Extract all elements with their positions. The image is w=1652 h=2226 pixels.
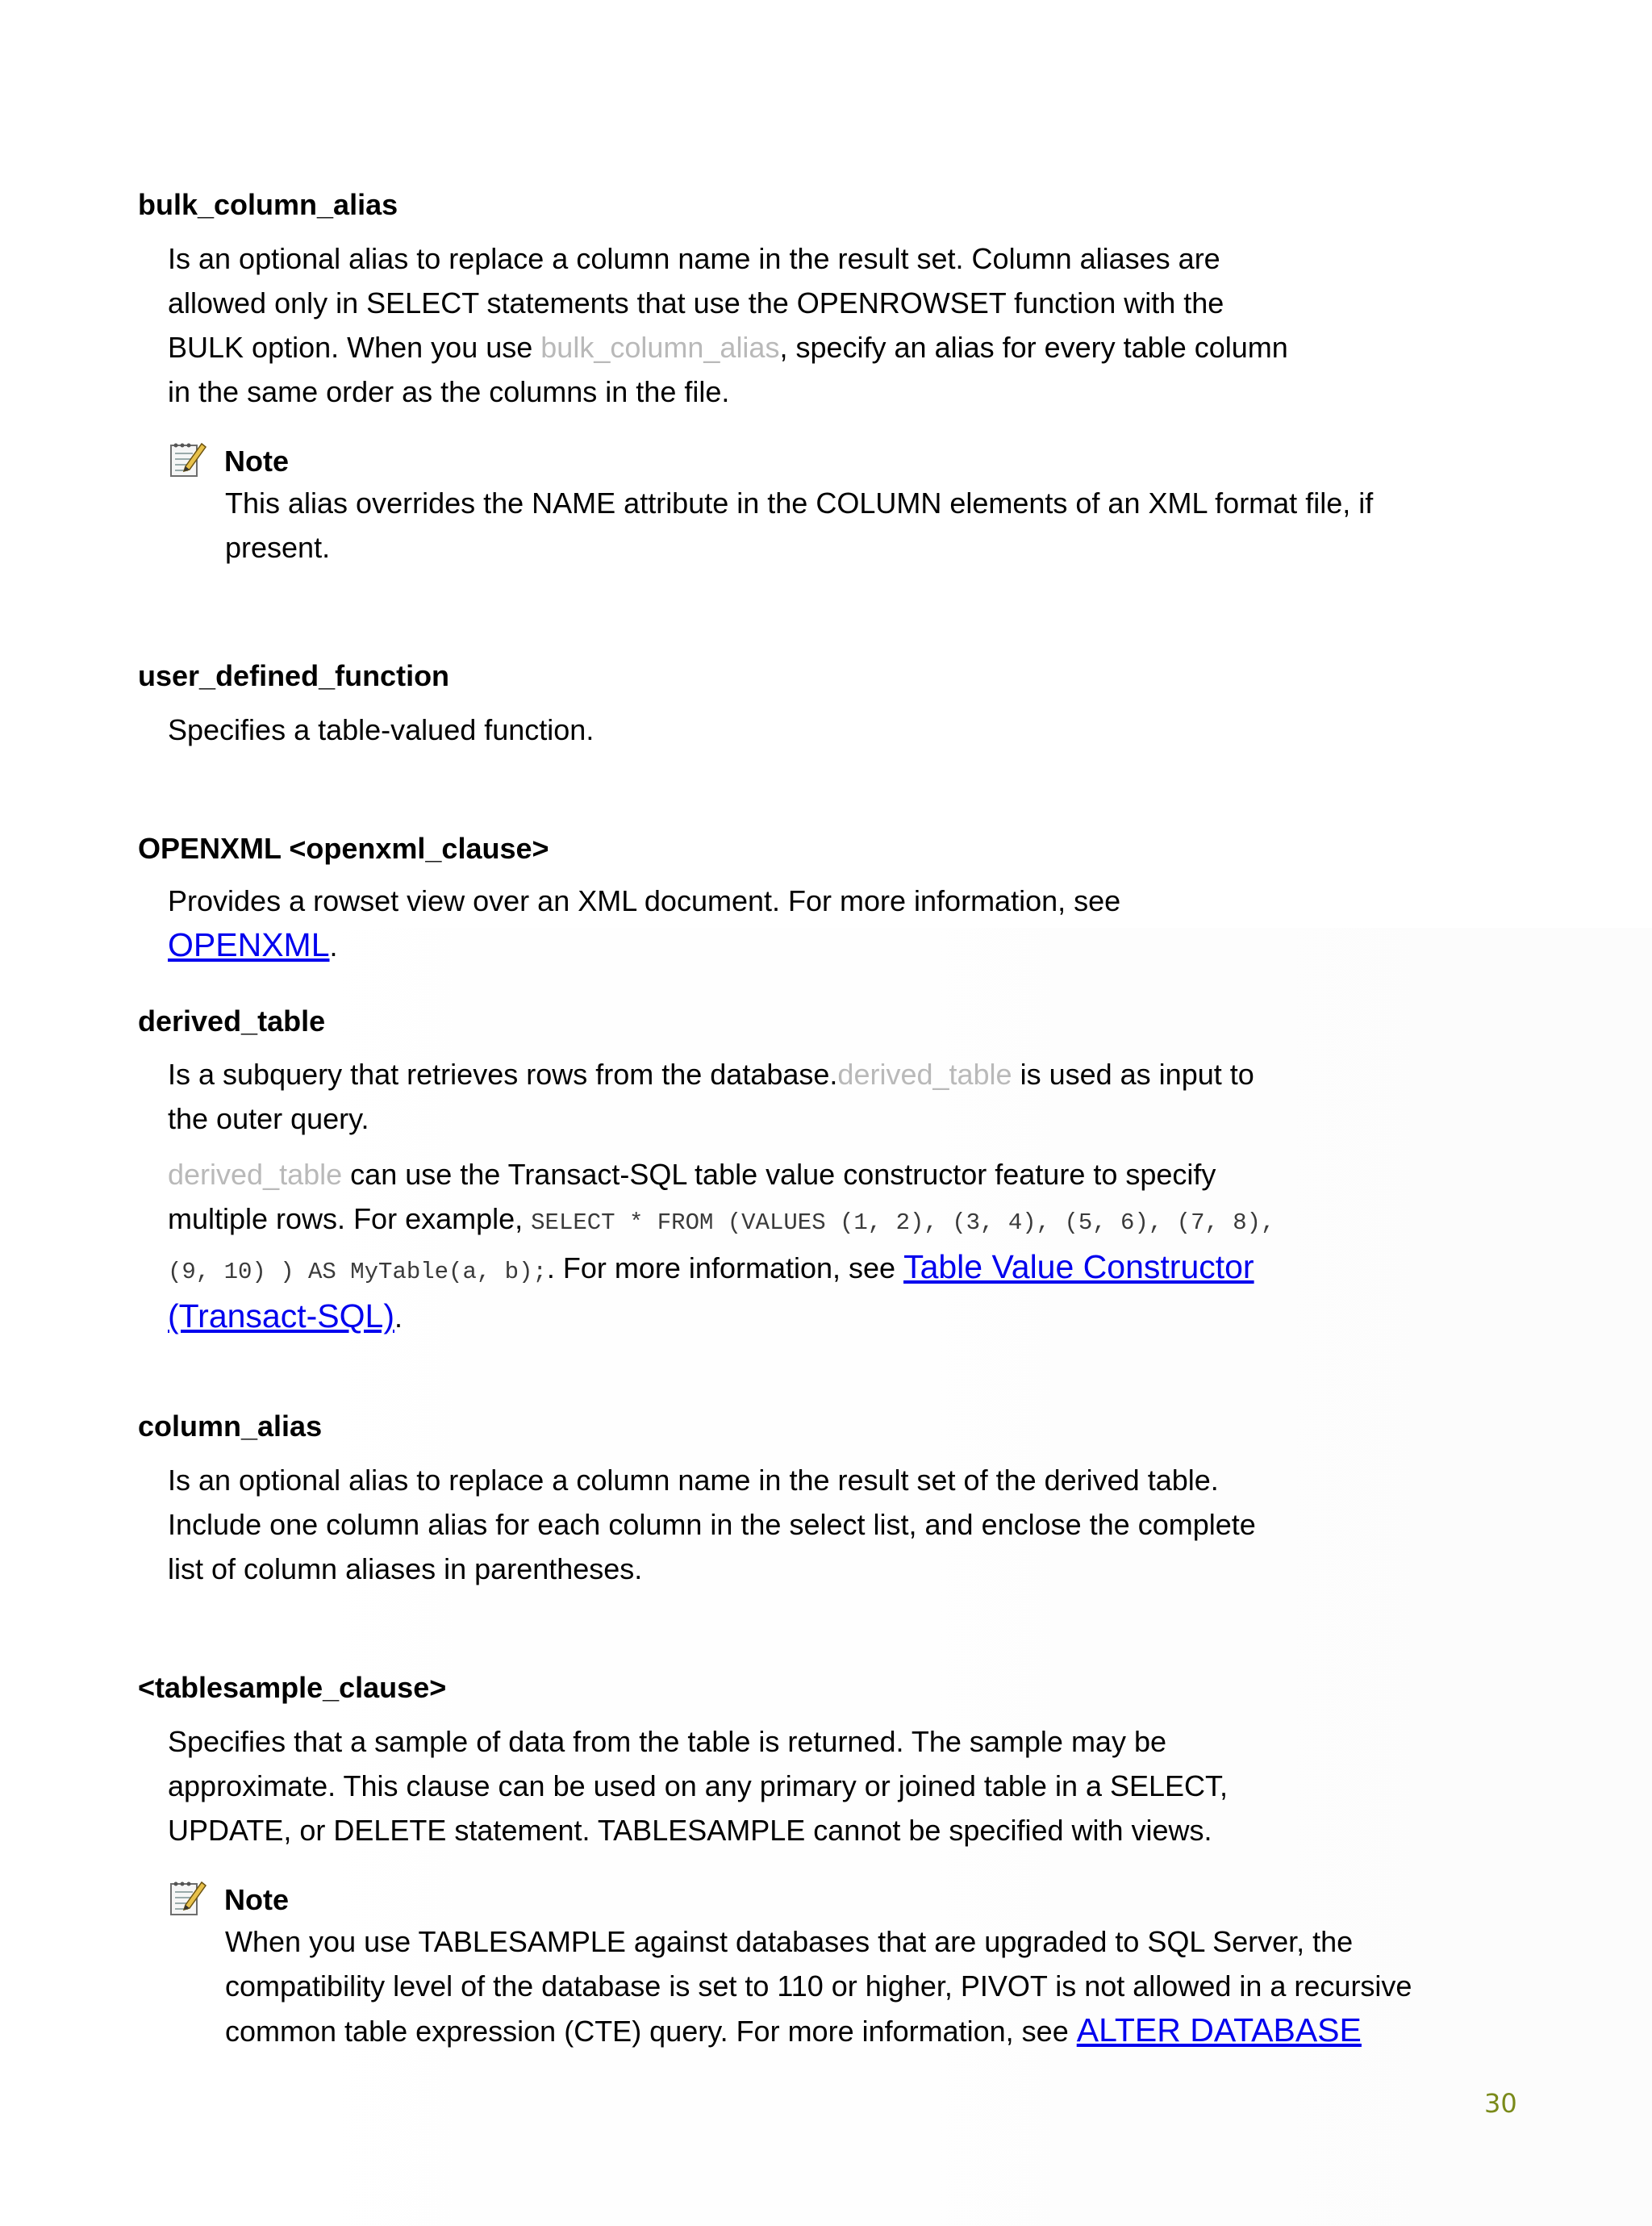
note-label: Note [224, 1883, 289, 1916]
term-column-alias: column_alias [138, 1410, 323, 1443]
desc-text: Is a subquery that retrieves rows from the database. [168, 1058, 838, 1091]
desc-openxml [168, 879, 1289, 968]
note-text-body: When you use TABLESAMPLE against databases that are upgraded to SQL Server, the compatibility level of the database is set to 110 or higher, PIVOT is not allowed in a recursive common table expression (CTE) query. For more information, see [225, 1925, 1412, 2048]
note-bulk-column-alias [168, 439, 1426, 570]
term-user-defined-function: user_defined_function [138, 659, 450, 692]
desc-text: Provides a rowset view over an XML document. For more information, see [168, 884, 1121, 917]
term-derived-table: derived_table [138, 1004, 326, 1038]
note-text [225, 1919, 1426, 2053]
desc-text: . For more information, see [546, 1251, 904, 1284]
desc-text: Is an optional alias to replace a column name in the result set of the derived table. Include one column alias for each column in the select list, and enclose the complete list of column aliases in parentheses. [168, 1464, 1256, 1585]
desc-text: can use the Transact-SQL table value constructor feature to specify multiple rows. For example, [168, 1158, 1216, 1235]
notepad-pencil-icon [168, 439, 208, 479]
desc-user-defined-function [168, 708, 1289, 752]
note-text: This alias overrides the NAME attribute in the COLUMN elements of an XML format file, if present. [225, 487, 1374, 564]
desc-text: , specify an alias for every table column in the same order as the columns in the file. [168, 331, 1288, 408]
openxml-link[interactable]: OPENXML [168, 926, 330, 963]
desc-text: Specifies that a sample of data from the table is returned. The sample may be approximate. This clause can be used on any primary or joined table in a SELECT, UPDATE, or DELETE statement. TABLESAMPLE cannot be specified with views. [168, 1725, 1229, 1847]
desc-tablesample-clause [168, 1719, 1289, 1852]
table-value-constructor-link[interactable]: Table Value Constructor (Transact-SQL) [168, 1248, 1254, 1334]
muted-term: derived_table [837, 1058, 1012, 1091]
desc-text: . [329, 929, 338, 963]
muted-term: derived_table [168, 1158, 343, 1191]
alter-database-link[interactable]: ALTER DATABASE [1076, 2011, 1362, 2049]
desc-text: is used as input to the outer query. [168, 1058, 1254, 1135]
term-tablesample-clause: <tablesample_clause> [138, 1671, 447, 1704]
page-number: 30 [1484, 2088, 1517, 2119]
note-tablesample-clause [168, 1877, 1426, 2053]
term-openxml: OPENXML <openxml_clause> [138, 832, 549, 865]
code-example: SELECT * FROM (VALUES (1, 2), (3, 4), (5, 6), (7, 8), (9, 10) ) AS MyTable(a, b); [168, 1209, 1275, 1285]
term-bulk-column-alias: bulk_column_alias [138, 188, 398, 221]
muted-term: bulk_column_alias [540, 331, 780, 364]
desc-bulk-column-alias [168, 236, 1289, 414]
desc-derived-table [168, 1052, 1289, 1339]
notepad-pencil-icon [168, 1877, 208, 1918]
desc-text: . [394, 1301, 403, 1334]
desc-column-alias [168, 1458, 1289, 1591]
note-label: Note [224, 445, 289, 478]
desc-text: Specifies a table-valued function. [168, 713, 594, 746]
desc-text: Is an optional alias to replace a column name in the result set. Column aliases are allowed only in SELECT statements that use the OPENROWSET function with the BULK option. When you use [168, 242, 1224, 364]
